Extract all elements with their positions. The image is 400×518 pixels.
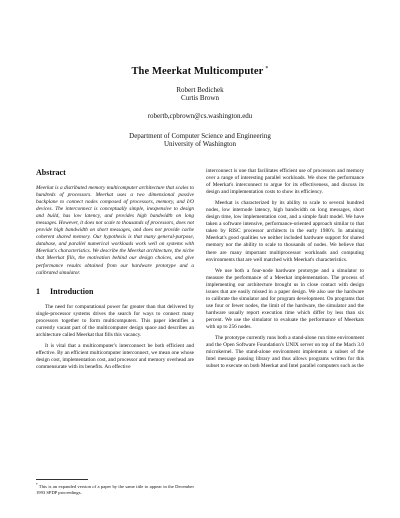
section-number: 1	[36, 286, 40, 296]
title-text: The Meerkat Multicomputer	[131, 66, 264, 77]
section-title: Introduction	[50, 286, 94, 296]
author-email: robertb,cpbrown@cs.washington.edu	[147, 112, 253, 120]
footnote-rule	[36, 479, 88, 480]
author-name: Curtis Brown	[181, 94, 219, 102]
body-paragraph: Meerkat is characterized by its ability to scale to several hundred nodes, low internode latency, high bandwidth on long messages, short design time, low implementation cost, and a simple fault model. We have taken a software intensive, performance-oriented approach similar to that taken by RISC processor architects in the early 1980's. In attaining Meerkat's good qualities we neither included hardware support for shared memory nor the ability to scale to thousands of nodes. We believe that there are many important multiprocessor workloads and computing environments that are well matched with Meerkat's characteristics.	[206, 200, 364, 263]
abstract-text: Meerkat is a distributed memory multicomputer architecture that scales to hundreds of processors. Meerkat uses a two dimensional passive backplane to connect nodes composed of processors, memory, and I/O devices. The interconnect is conceptually simple, inexpensive to design and build, has low latency, and provides high bandwidth on long messages. However, it does not scale to thousands of processors, does not provide high bandwidth on short messages, and does not provide cache coherent shared memory. Our hypothesis is that many general-purpose, database, and parallel numerical workloads work well on systems with Meerkat's characteristics. We describe the Meerkat architecture, the niche that Meerkat fills, the motivation behind our design choices, and give performance results obtained from our hardware prototype and a calibrated simulator.	[36, 185, 194, 276]
abstract-heading: Abstract	[36, 168, 66, 177]
left-column	[36, 168, 194, 371]
section-heading	[36, 287, 194, 297]
body-paragraph: The need for computational power far greater than that delivered by single-processor systems drives the search for ways to connect many processors together to form multicomputers. This paper identifies a currently vacant part of the multicomputer design space and describes an architecture called Meerkat that fills this vacancy.	[36, 303, 194, 338]
affiliation-department: Department of Computer Science and Engineering	[129, 132, 271, 140]
body-paragraph: interconnect is one that facilitates efficient use of processors and memory over a range of interesting parallel workloads. We show the performance of Meerkat's interconnect to argue for its effectiveness, and discuss its design and implementation costs to show its efficiency.	[206, 168, 364, 196]
right-column	[206, 168, 364, 370]
body-paragraph: It is vital that a multicomputer's interconnect be both efficient and effective. By an efficient multicomputer interconnect, we mean one whose design cost, implementation cost, and processor and memory overhead are commensurate with its benefits. An effective	[36, 342, 194, 370]
paper-title	[0, 66, 400, 77]
footnote	[36, 482, 194, 496]
footnote-mark: *	[36, 483, 38, 487]
affiliation-block	[0, 132, 400, 148]
author-name: Robert Bedichek	[176, 86, 224, 94]
body-paragraph: The prototype currently runs both a stand-alone run time environment and the Open Software Foundation's UNIX server on top of the Mach 3.0 microkernel. The stand-alone environment implements a subset of the Intel message passing library and thus allows programs written for this subset to execute on both Meerkat and Intel parallel computers such as the	[206, 335, 364, 370]
affiliation-university: University of Washington	[163, 140, 237, 148]
author-block	[0, 86, 400, 102]
title-footnote-mark: *	[265, 66, 269, 72]
body-paragraph: We use both a four-node hardware prototype and a simulator to measure the performance of a Meerkat implementation. The process of implementing our architecture brought us in close contact with design issues that are easily missed in a paper design. We also use the hardware to calibrate the simulator and for program development. On programs that use four or fewer nodes, the limit of the hardware, the simulator and the hardware usually report execution time which differ by less than six percent. We use the simulator to evaluate the performance of Meerkats with up to 256 nodes.	[206, 267, 364, 330]
footnote-text: This is an expanded version of a paper by the same title to appear in the December 1993 SPDP proceedings.	[36, 484, 194, 495]
